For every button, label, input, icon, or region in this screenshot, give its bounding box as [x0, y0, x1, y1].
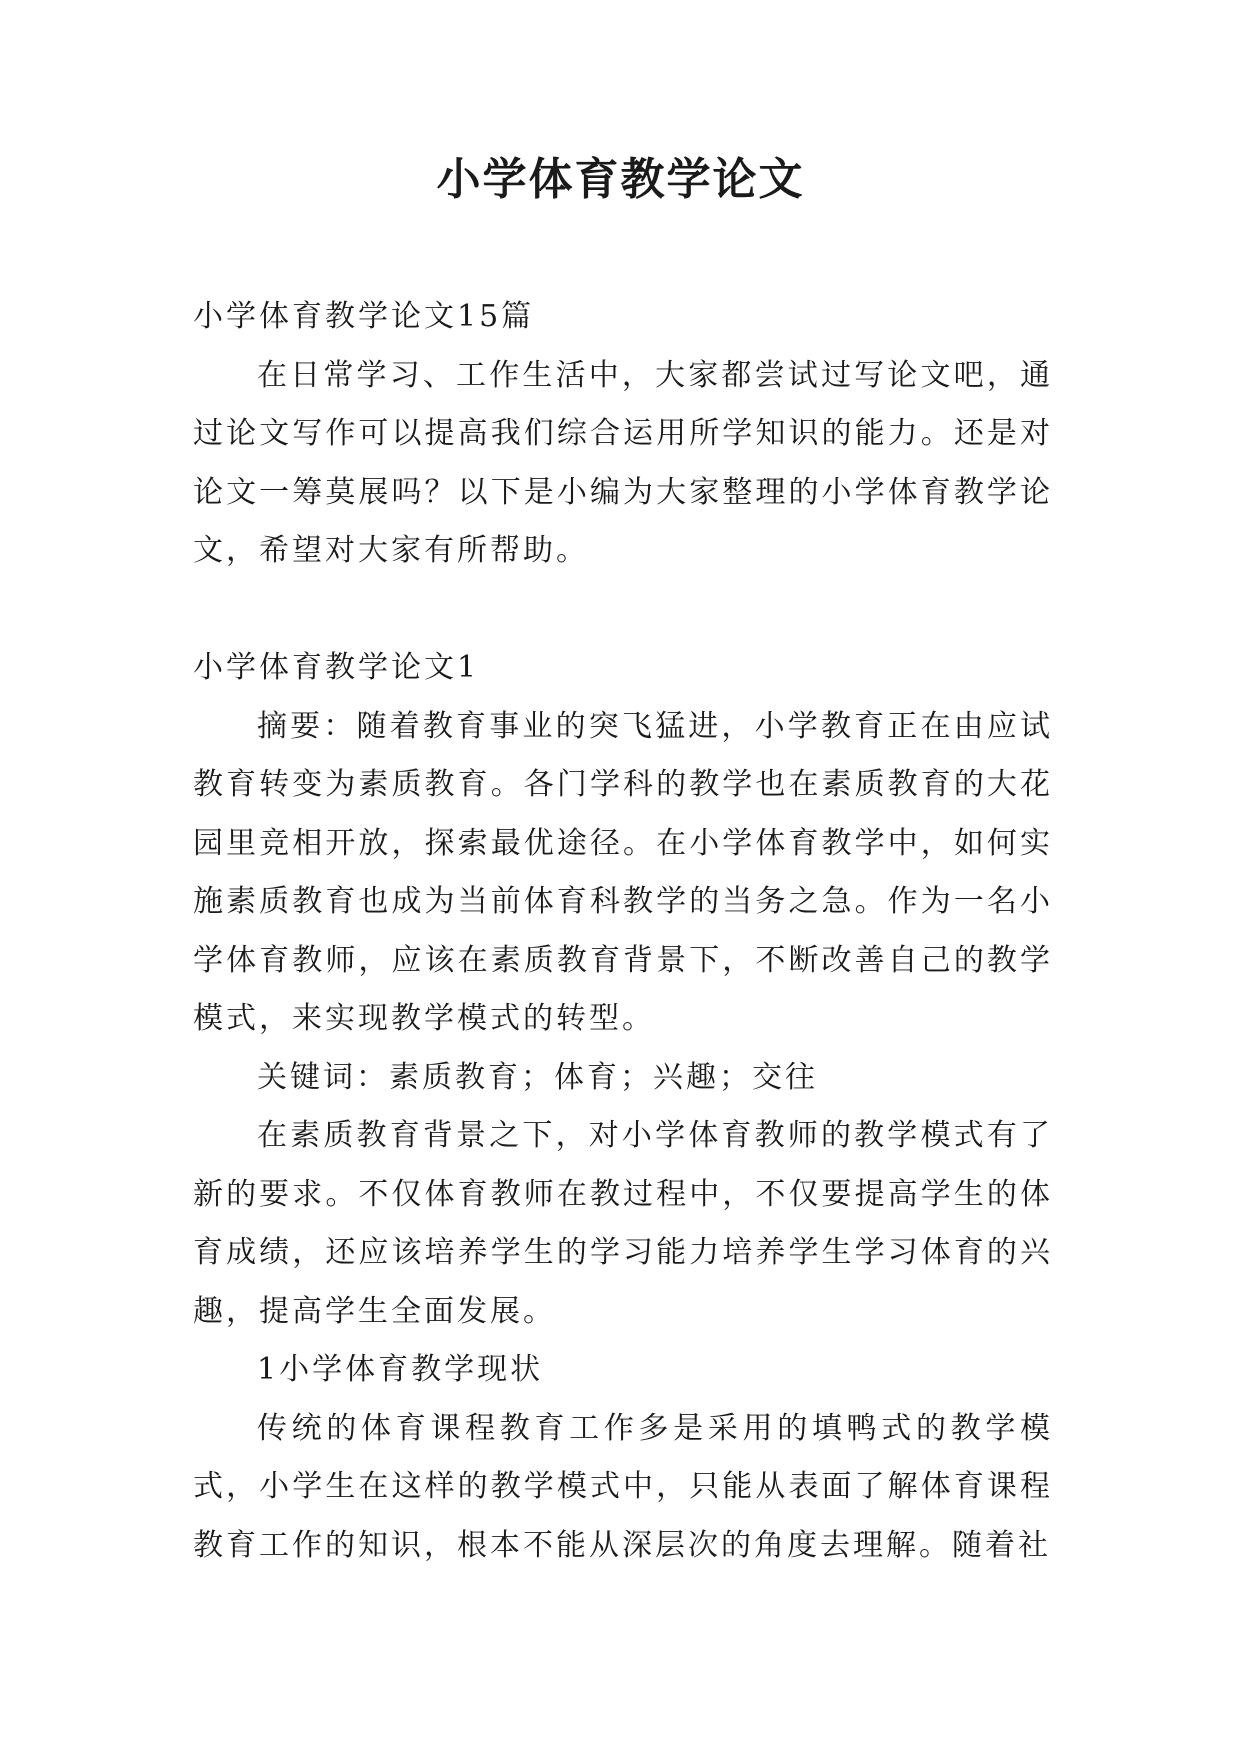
- body-paragraph: 传统的体育课程教育工作多是采用的填鸭式的教学模式，小学生在这样的教学模式中，只能从表面了解体育课程教育工作的知识，根本不能从深层次的角度去理解。随着社: [193, 1410, 1053, 1563]
- section-heading: 小学体育教学论文1: [193, 650, 480, 685]
- paragraph-gap: [193, 581, 1053, 640]
- intro-paragraph: 在日常学习、工作生活中，大家都尝试过写论文吧，通过论文写作可以提高我们综合运用所学知识的能力。还是对论文一筹莫展吗？以下是小编为大家整理的小学体育教学论文，希望对大家有所帮助。: [193, 357, 1053, 568]
- document-title: 小学体育教学论文: [436, 154, 805, 205]
- abstract-paragraph: 摘要：随着教育事业的突飞猛进，小学教育正在由应试教育转变为素质教育。各门学科的教学也在素质教育的大花园里竞相开放，探索最优途径。在小学体育教学中，如何实施素质教育也成为当前体育科教学的当务之急。作为一名小学体育教师，应该在素质教育背景下，不断改善自己的教学模式，来实现教学模式的转型。: [193, 708, 1053, 1036]
- intro-heading: 小学体育教学论文15篇: [193, 299, 535, 334]
- keywords-line: 关键词：素质教育；体育；兴趣；交往: [257, 1059, 818, 1095]
- document-body: [193, 288, 1053, 1575]
- subheading: 1小学体育教学现状: [257, 1352, 544, 1387]
- body-paragraph: 在素质教育背景之下，对小学体育教师的教学模式有了新的要求。不仅体育教师在教过程中，不仅要提高学生的体育成绩，还应该培养学生的学习能力培养学生学习体育的兴趣，提高学生全面发展。: [193, 1118, 1053, 1329]
